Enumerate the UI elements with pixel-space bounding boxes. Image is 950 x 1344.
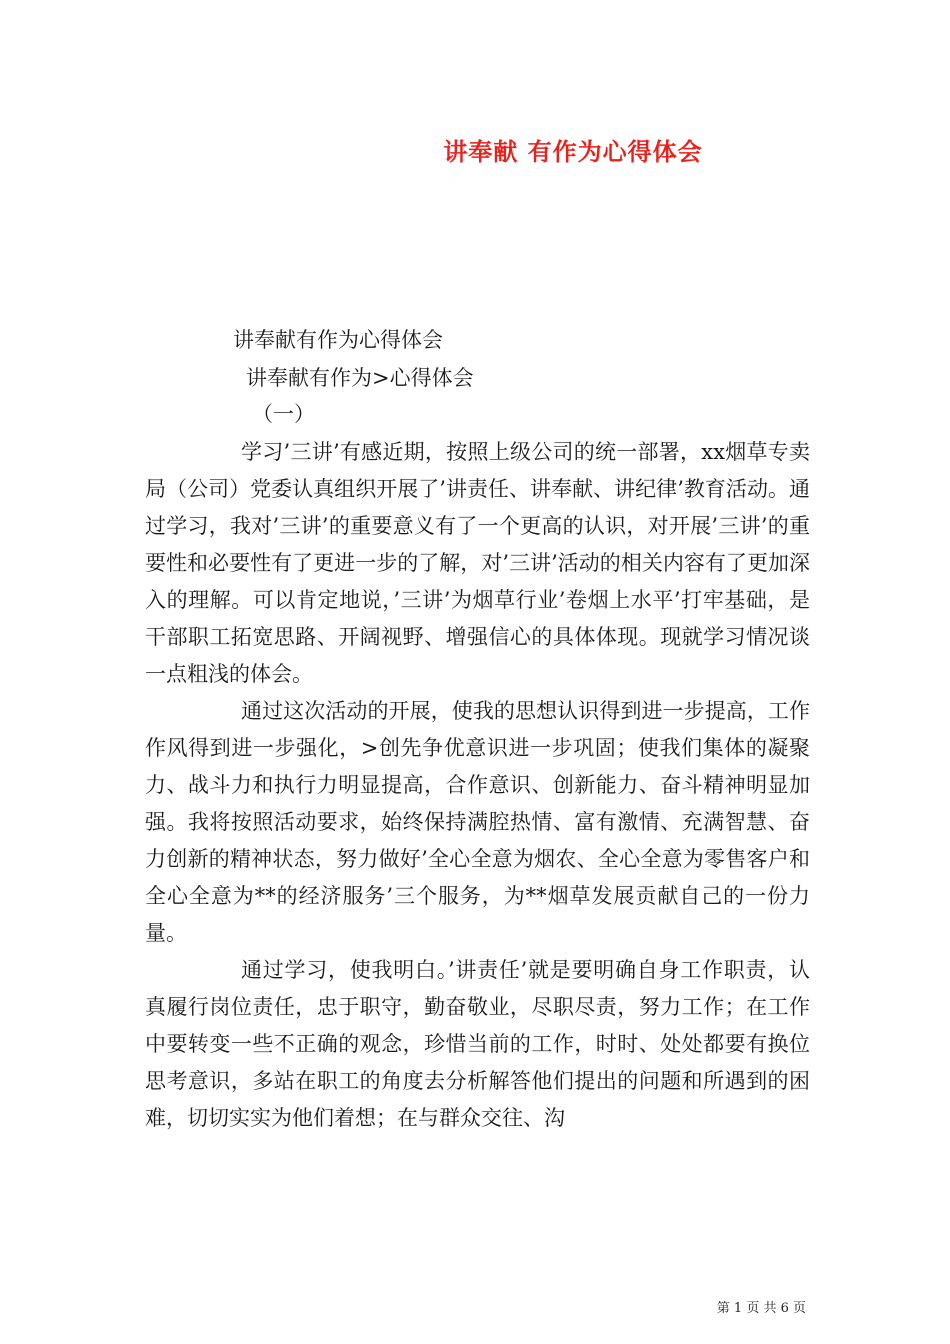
paragraph-1: 学习’三讲’有感近期，按照上级公司的统一部署，xx烟草专卖局（公司）党委认真组织开展了’讲责任、讲奉献、讲纪律’教育活动。通过学习，我对’三讲’的重要意义有了一个更高的认识，对开展’三讲’的重要性和必要性有了更进一步的了解，对’三讲’活动的相关内容有了更加深入的理解。可以肯定地说，’三讲’为烟草行业’卷烟上水平’打牢基础，是干部职工拓宽思路、开阔视野、增强信心的具体体现。现就学习情况谈一点粗浅的体会。 — [145, 440, 810, 686]
page-footer: 第 1 页 共 6 页 — [716, 1301, 806, 1316]
paragraph-2: 通过这次活动的开展，使我的思想认识得到进一步提高，工作作风得到进一步强化，>创先争优意识进一步巩固；使我们集体的凝聚力、战斗力和执行力明显提高，合作意识、创新能力、奋斗精神明显加强。我将按照活动要求，始终保持满腔热情、富有激情、充满智慧、奋力创新的精神状态，努力做好’全心全意为烟农、全心全意为零售客户和全心全意为**的经济服务’三个服务，为**烟草发展贡献自己的一份力量。 — [145, 699, 810, 945]
paragraph-3: 通过学习，使我明白。’讲责任’就是要明确自身工作职责，认真履行岗位责任，忠于职守，勤奋敬业，尽职尽责，努力工作；在工作中要转变一些不正确的观念，珍惜当前的工作，时时、处处都要有换位思考意识，多站在职工的角度去分析解答他们提出的问题和所遇到的困难，切切实实为他们着想；在与群众交往、沟 — [145, 958, 810, 1130]
heading-2: 讲奉献有作为>心得体会 — [246, 366, 474, 390]
body-text — [145, 434, 810, 1137]
document-title-text: 讲奉献 有作为心得体会 — [443, 138, 703, 166]
document-title — [0, 132, 950, 167]
section-marker: （一） — [252, 402, 315, 426]
heading-1: 讲奉献有作为心得体会 — [233, 328, 443, 352]
